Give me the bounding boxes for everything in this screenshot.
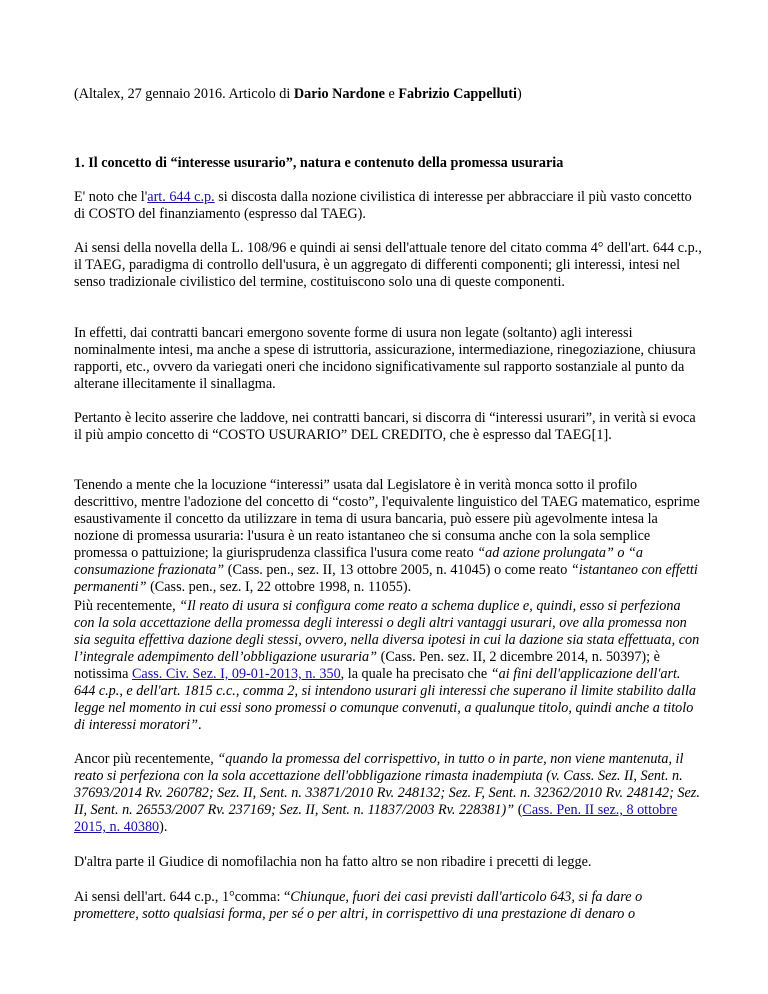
text: (Cass. pen., sez. II, 13 ottobre 2005, n. 41045) o come reato xyxy=(224,562,571,578)
quote: Chiunque, fuori dei casi previsti dall'articolo 643, si fa dare o promettere, sotto qualsiasi forma, per sé o per altri, in corrispettivo di una prestazione di denaro o xyxy=(74,889,643,922)
paragraph-4: Pertanto è lecito asserire che laddove, nei contratti bancari, si discorra di “interessi usurari”, in verità si evoca il più ampio concetto di “COSTO USURARIO” DEL CREDITO, che è espresso dal TAEG[1]. xyxy=(74,410,696,443)
text: Ai sensi dell'art. 644 c.p., 1°comma: “ xyxy=(74,889,291,905)
paragraph-6 xyxy=(74,598,704,734)
text: Più recentemente, xyxy=(74,598,180,614)
text: Ancor più recentemente, xyxy=(74,751,218,767)
cass-civ-350-link[interactable]: Cass. Civ. Sez. I, 09-01-2013, n. 350 xyxy=(131,666,341,682)
paragraph-8: D'altra parte il Giudice di nomofilachia non ha fatto altro se non ribadire i precetti di legge. xyxy=(74,854,592,870)
quote: “Il reato di usura si configura come reato a schema duplice e, quindi, esso si perfeziona con la sola accettazione della promessa degli interessi o degli altri vantaggi usurari, ove alla promessa non sia seguita effettiva dazione degli stessi, ovvero, nella diversa ipotesi in cui la dazione sia stata effettuata, con l’integrale adempimento dell’obbligazione usuraria” xyxy=(74,598,700,665)
paragraph-3: In effetti, dai contratti bancari emergono sovente forme di usura non legate (soltanto) agli interessi nominalmente intesi, ma anche a spese di istruttoria, assicurazione, intermediazione, rinegoziazione, chiusura rapporti, etc., ovvero da variegati oneri che incidono significativamente sul rapporto sostanziale al punto da alterane illecitamente il sinallagma. xyxy=(74,325,696,392)
text: Tenendo a mente che la locuzione “interessi” usata dal Legislatore è in verità monca sotto il profilo descrittivo, mentre l'adozione del concetto di “costo”, l'equivalente linguistico del TAEG matematico, esprime esaustivamente il concetto da utilizzare in tema di usura bancaria, può essere più agevolmente intesa la nozione di promessa usuraria: l'usura è un reato istantaneo che si consuma anche con la sola semplice promessa o pattuizione; la giurisprudenza classifica l'usura come reato xyxy=(74,477,700,561)
meta-suffix: ) xyxy=(516,86,522,102)
article-meta xyxy=(74,86,704,103)
text: (Cass. Pen. sez. II, 2 dicembre 2014, n. 50397); è notissima xyxy=(74,649,660,682)
art-644-link[interactable]: art. 644 c.p. xyxy=(147,189,215,205)
paragraph-7 xyxy=(74,751,704,836)
author-2: Fabrizio Cappelluti xyxy=(398,86,517,102)
paragraph-2: Ai sensi della novella della L. 108/96 e quindi ai sensi dell'attuale tenore del citato comma 4° dell'art. 644 c.p., il TAEG, paradigma di controllo dell'usura, è un aggregato di differenti componenti; gli interessi, intesi nel senso tradizionale civilistico del termine, costituiscono solo una di queste componenti. xyxy=(74,240,702,290)
text: E' noto che l' xyxy=(74,189,148,205)
text: . xyxy=(198,717,202,733)
quote: “ad azione prolungata” o “a consumazione frazionata” xyxy=(74,545,644,578)
paragraph-1 xyxy=(74,189,704,223)
text: ). xyxy=(159,819,168,835)
paragraph-9 xyxy=(74,889,704,923)
cass-pen-40380-link[interactable]: Cass. Pen. II sez., 8 ottobre 2015, n. 40380 xyxy=(74,802,678,835)
meta-and: e xyxy=(384,86,399,102)
quote: “ai fini dell'applicazione dell'art. 644 c.p., e dell'art. 1815 c.c., comma 2, si intendono usurari gli interessi che superano il limite stabilito dalla legge nel momento in cui essi sono promessi o comunque convenuti, a qualunque titolo, quindi anche a titolo di interessi moratori” xyxy=(74,666,696,733)
author-1: Dario Nardone xyxy=(293,86,385,102)
text: ( xyxy=(514,802,523,818)
text: (Cass. pen., sez. I, 22 ottobre 1998, n. 11055). xyxy=(146,579,412,595)
paragraph-5 xyxy=(74,477,704,596)
quote: “quando la promessa del corrispettivo, in tutto o in parte, non viene mantenuta, il reato si perfeziona con la sola accettazione dell'obbligazione rimasta inadempiuta (v. Cass. Sez. II, Sent. n. 37693/2014 Rv. 260782; Sez. II, Sent. n. 33871/2010 Rv. 248132; Sez. F, Sent. n. 32362/2010 Rv. 248142; Sez. II, Sent. n. 26553/2007 Rv. 237169; Sez. II, Sent. n. 11837/2003 Rv. 228381)” xyxy=(74,751,700,818)
text: , la quale ha precisato che xyxy=(340,666,491,682)
quote: “istantaneo con effetti permanenti” xyxy=(74,562,698,595)
meta-prefix: (Altalex, 27 gennaio 2016. Articolo di xyxy=(74,86,294,102)
text: si discosta dalla nozione civilistica di interesse per abbracciare il più vasto concetto di COSTO del finanziamento (espresso dal TAEG). xyxy=(74,189,692,222)
section-heading: 1. Il concetto di “interesse usurario”, natura e contenuto della promessa usuraria xyxy=(74,155,564,171)
